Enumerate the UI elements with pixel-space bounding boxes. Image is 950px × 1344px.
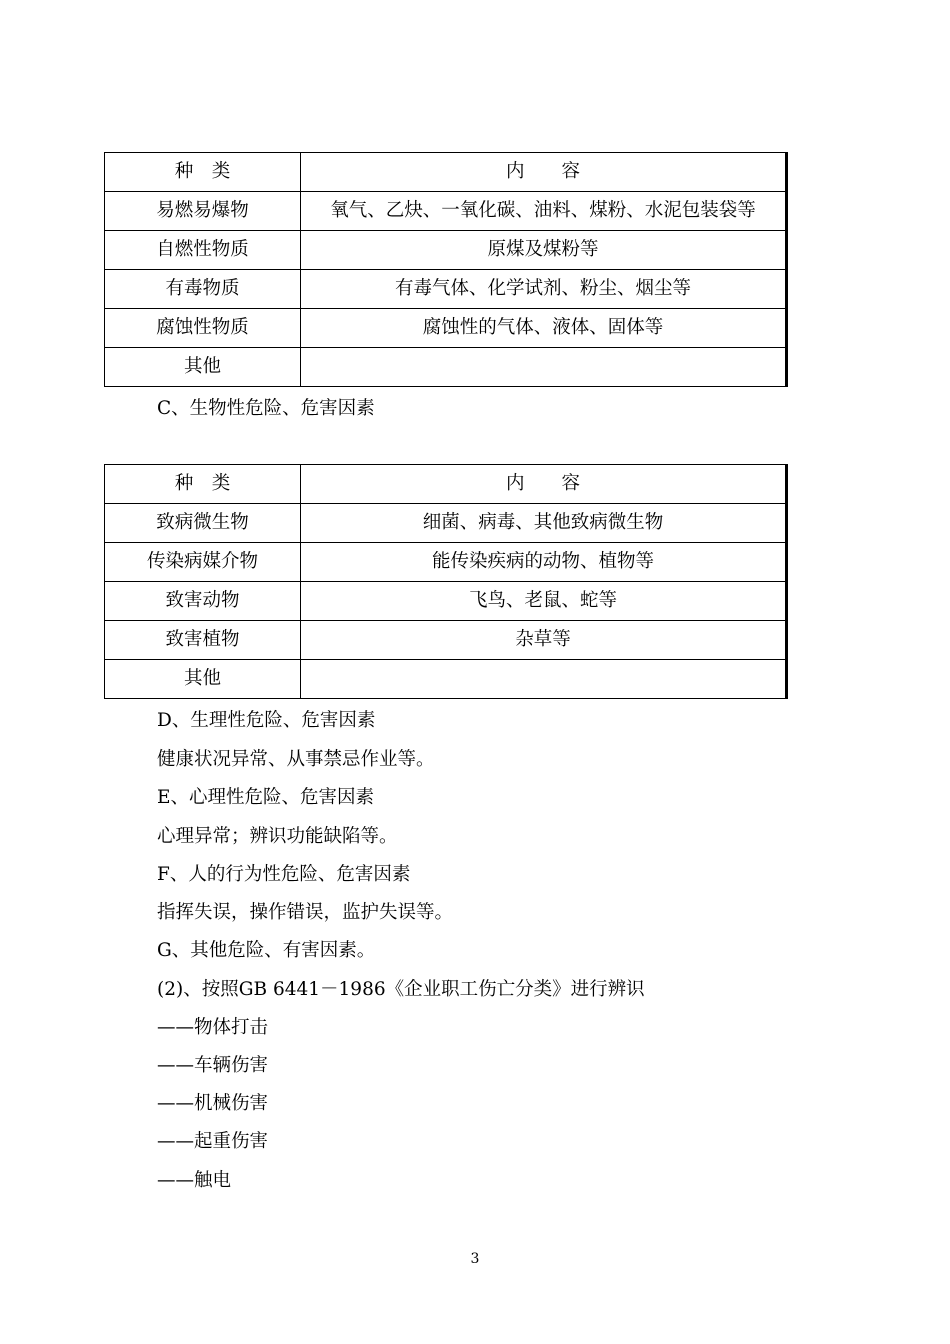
row-content [301,660,786,699]
table-row [105,192,786,231]
list-item: ——物体打击 [157,1017,269,1038]
biological-hazard-table [104,464,786,699]
section-heading-c: C、生物性危险、危害因素 [157,398,375,419]
paragraph-text: 心理异常；辨识功能缺陷等。 [157,826,398,847]
table-row [105,231,786,270]
row-category: 自燃性物质 [105,231,301,270]
header-category: 种 类 [105,153,301,192]
list-item: ——机械伤害 [157,1093,269,1114]
row-category: 致害动物 [105,582,301,621]
row-category: 易燃易爆物 [105,192,301,231]
row-content: 腐蚀性的气体、液体、固体等 [301,309,786,348]
table-row [105,621,786,660]
table-row [105,543,786,582]
section-heading-f: F、人的行为性危险、危害因素 [157,864,411,885]
row-category: 腐蚀性物质 [105,309,301,348]
section-heading-d: D、生理性危险、危害因素 [157,710,376,731]
section-heading-2: (2)、按照GB 6441－1986《企业职工伤亡分类》进行辨识 [157,979,645,1000]
table-row [105,348,786,387]
row-content: 原煤及煤粉等 [301,231,786,270]
header-content: 内 容 [301,465,786,504]
header-category: 种 类 [105,465,301,504]
row-content: 氧气、乙炔、一氧化碳、油料、煤粉、水泥包装袋等 [301,192,786,231]
list-item: ——车辆伤害 [157,1055,269,1076]
row-content: 杂草等 [301,621,786,660]
row-content: 有毒气体、化学试剂、粉尘、烟尘等 [301,270,786,309]
hazard-substance-table [104,152,786,387]
row-content: 能传染疾病的动物、植物等 [301,543,786,582]
page-number: 3 [470,1251,480,1267]
list-item: ——触电 [157,1170,232,1191]
table-header-row [105,153,786,192]
table-row [105,309,786,348]
section-heading-g: G、其他危险、有害因素。 [157,940,376,961]
row-category: 其他 [105,660,301,699]
table-row [105,504,786,543]
table-header-row [105,465,786,504]
table-row [105,582,786,621]
header-content: 内 容 [301,153,786,192]
table-row [105,270,786,309]
row-category: 致害植物 [105,621,301,660]
list-item: ——起重伤害 [157,1131,269,1152]
row-content [301,348,786,387]
paragraph-text: 指挥失误，操作错误，监护失误等。 [157,902,454,923]
paragraph-text: 健康状况异常、从事禁忌作业等。 [157,749,435,770]
row-content: 细菌、病毒、其他致病微生物 [301,504,786,543]
row-content: 飞鸟、老鼠、蛇等 [301,582,786,621]
row-category: 其他 [105,348,301,387]
table-row [105,660,786,699]
row-category: 致病微生物 [105,504,301,543]
row-category: 有毒物质 [105,270,301,309]
row-category: 传染病媒介物 [105,543,301,582]
section-heading-e: E、心理性危险、危害因素 [157,787,375,808]
